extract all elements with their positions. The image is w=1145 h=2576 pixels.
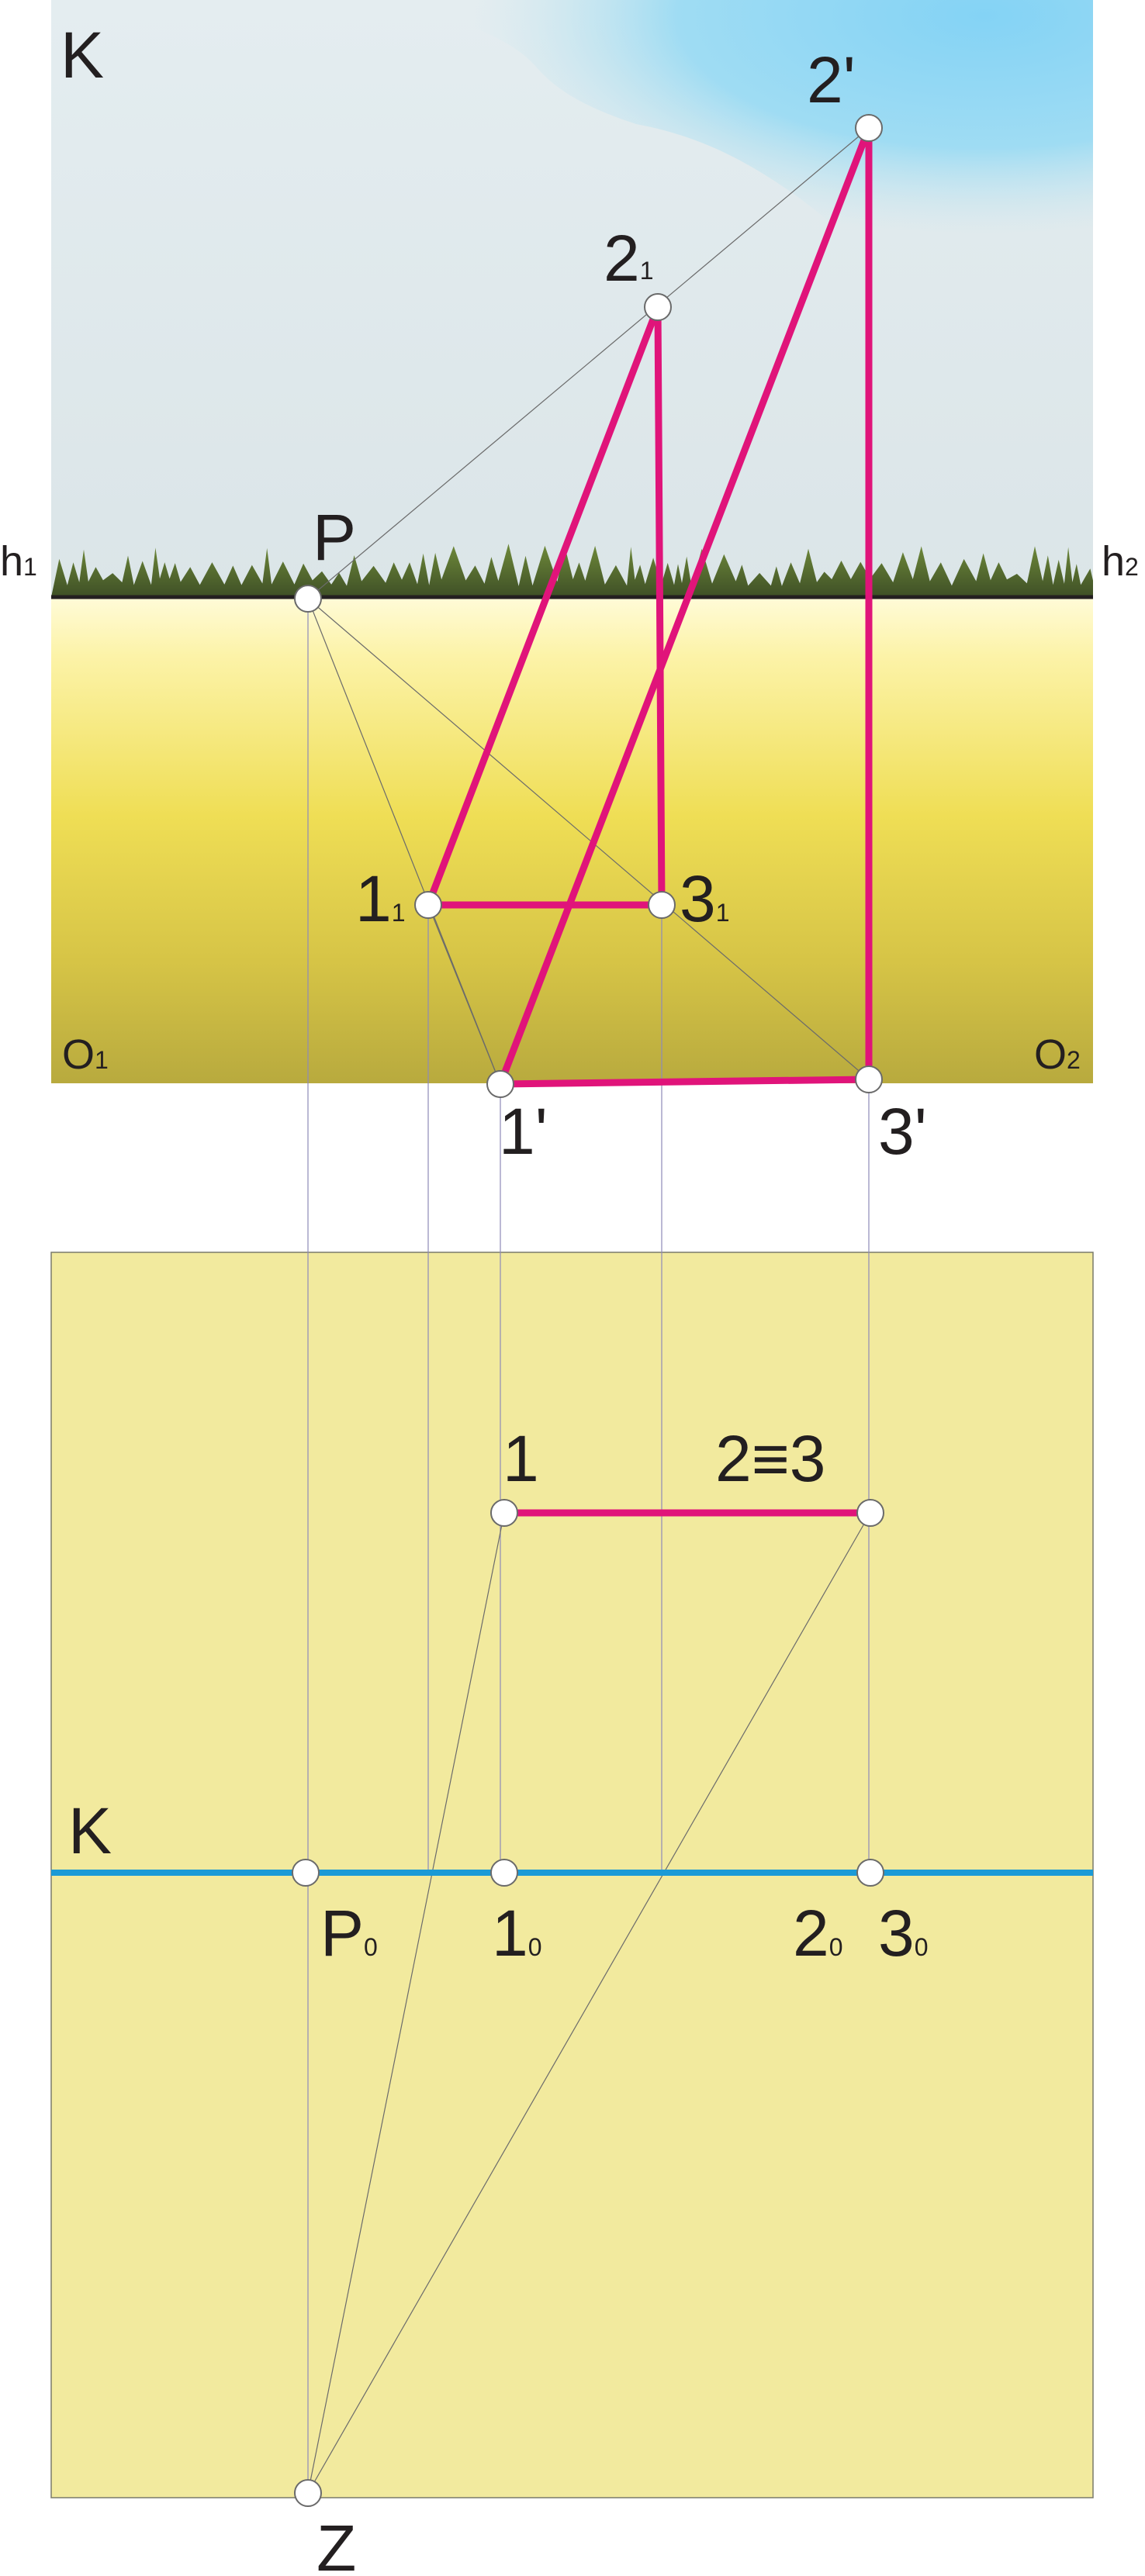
label-O2: O2 bbox=[1034, 1031, 1081, 1078]
label-1: 1 bbox=[503, 1422, 539, 1495]
point-2-1 bbox=[645, 294, 671, 320]
label-P: P bbox=[313, 501, 357, 574]
k-axis-label: K bbox=[68, 1794, 112, 1867]
label-2-1: 21 bbox=[604, 222, 654, 295]
point-Z bbox=[295, 2480, 321, 2506]
point-1-1 bbox=[415, 892, 441, 918]
point-2prime bbox=[856, 115, 882, 141]
ground-area bbox=[51, 597, 1093, 1083]
label-3-0: 30 bbox=[878, 1897, 929, 1970]
point-1prime bbox=[487, 1071, 514, 1097]
picture-plane-panel bbox=[51, 0, 1093, 1083]
point-1-0 bbox=[491, 1859, 517, 1886]
point-2-3-0 bbox=[857, 1859, 884, 1886]
label-3-1: 31 bbox=[680, 862, 730, 935]
label-3prime: 3' bbox=[878, 1095, 927, 1168]
label-2prime: 2' bbox=[807, 43, 856, 116]
point-P0 bbox=[292, 1859, 319, 1886]
label-1-1: 11 bbox=[355, 862, 406, 935]
point-1 bbox=[491, 1500, 517, 1526]
point-3-1 bbox=[649, 892, 675, 918]
label-O1: O1 bbox=[62, 1031, 109, 1078]
point-3prime bbox=[856, 1066, 882, 1093]
edge-21-31 bbox=[658, 307, 662, 905]
picture-plane-label: K bbox=[61, 19, 105, 92]
label-1prime: 1' bbox=[499, 1095, 548, 1168]
point-2-3 bbox=[857, 1500, 884, 1526]
point-P bbox=[295, 585, 321, 612]
label-2-0: 20 bbox=[793, 1897, 843, 1970]
edge-1prime-3prime bbox=[500, 1079, 869, 1084]
label-2-equiv-3: 2≡3 bbox=[715, 1422, 826, 1495]
label-h2: h2 bbox=[1102, 538, 1139, 585]
label-1-0: 10 bbox=[492, 1897, 542, 1970]
label-P0: P0 bbox=[320, 1897, 378, 1970]
label-Z: Z bbox=[317, 2512, 357, 2576]
label-h1: h1 bbox=[0, 538, 37, 585]
